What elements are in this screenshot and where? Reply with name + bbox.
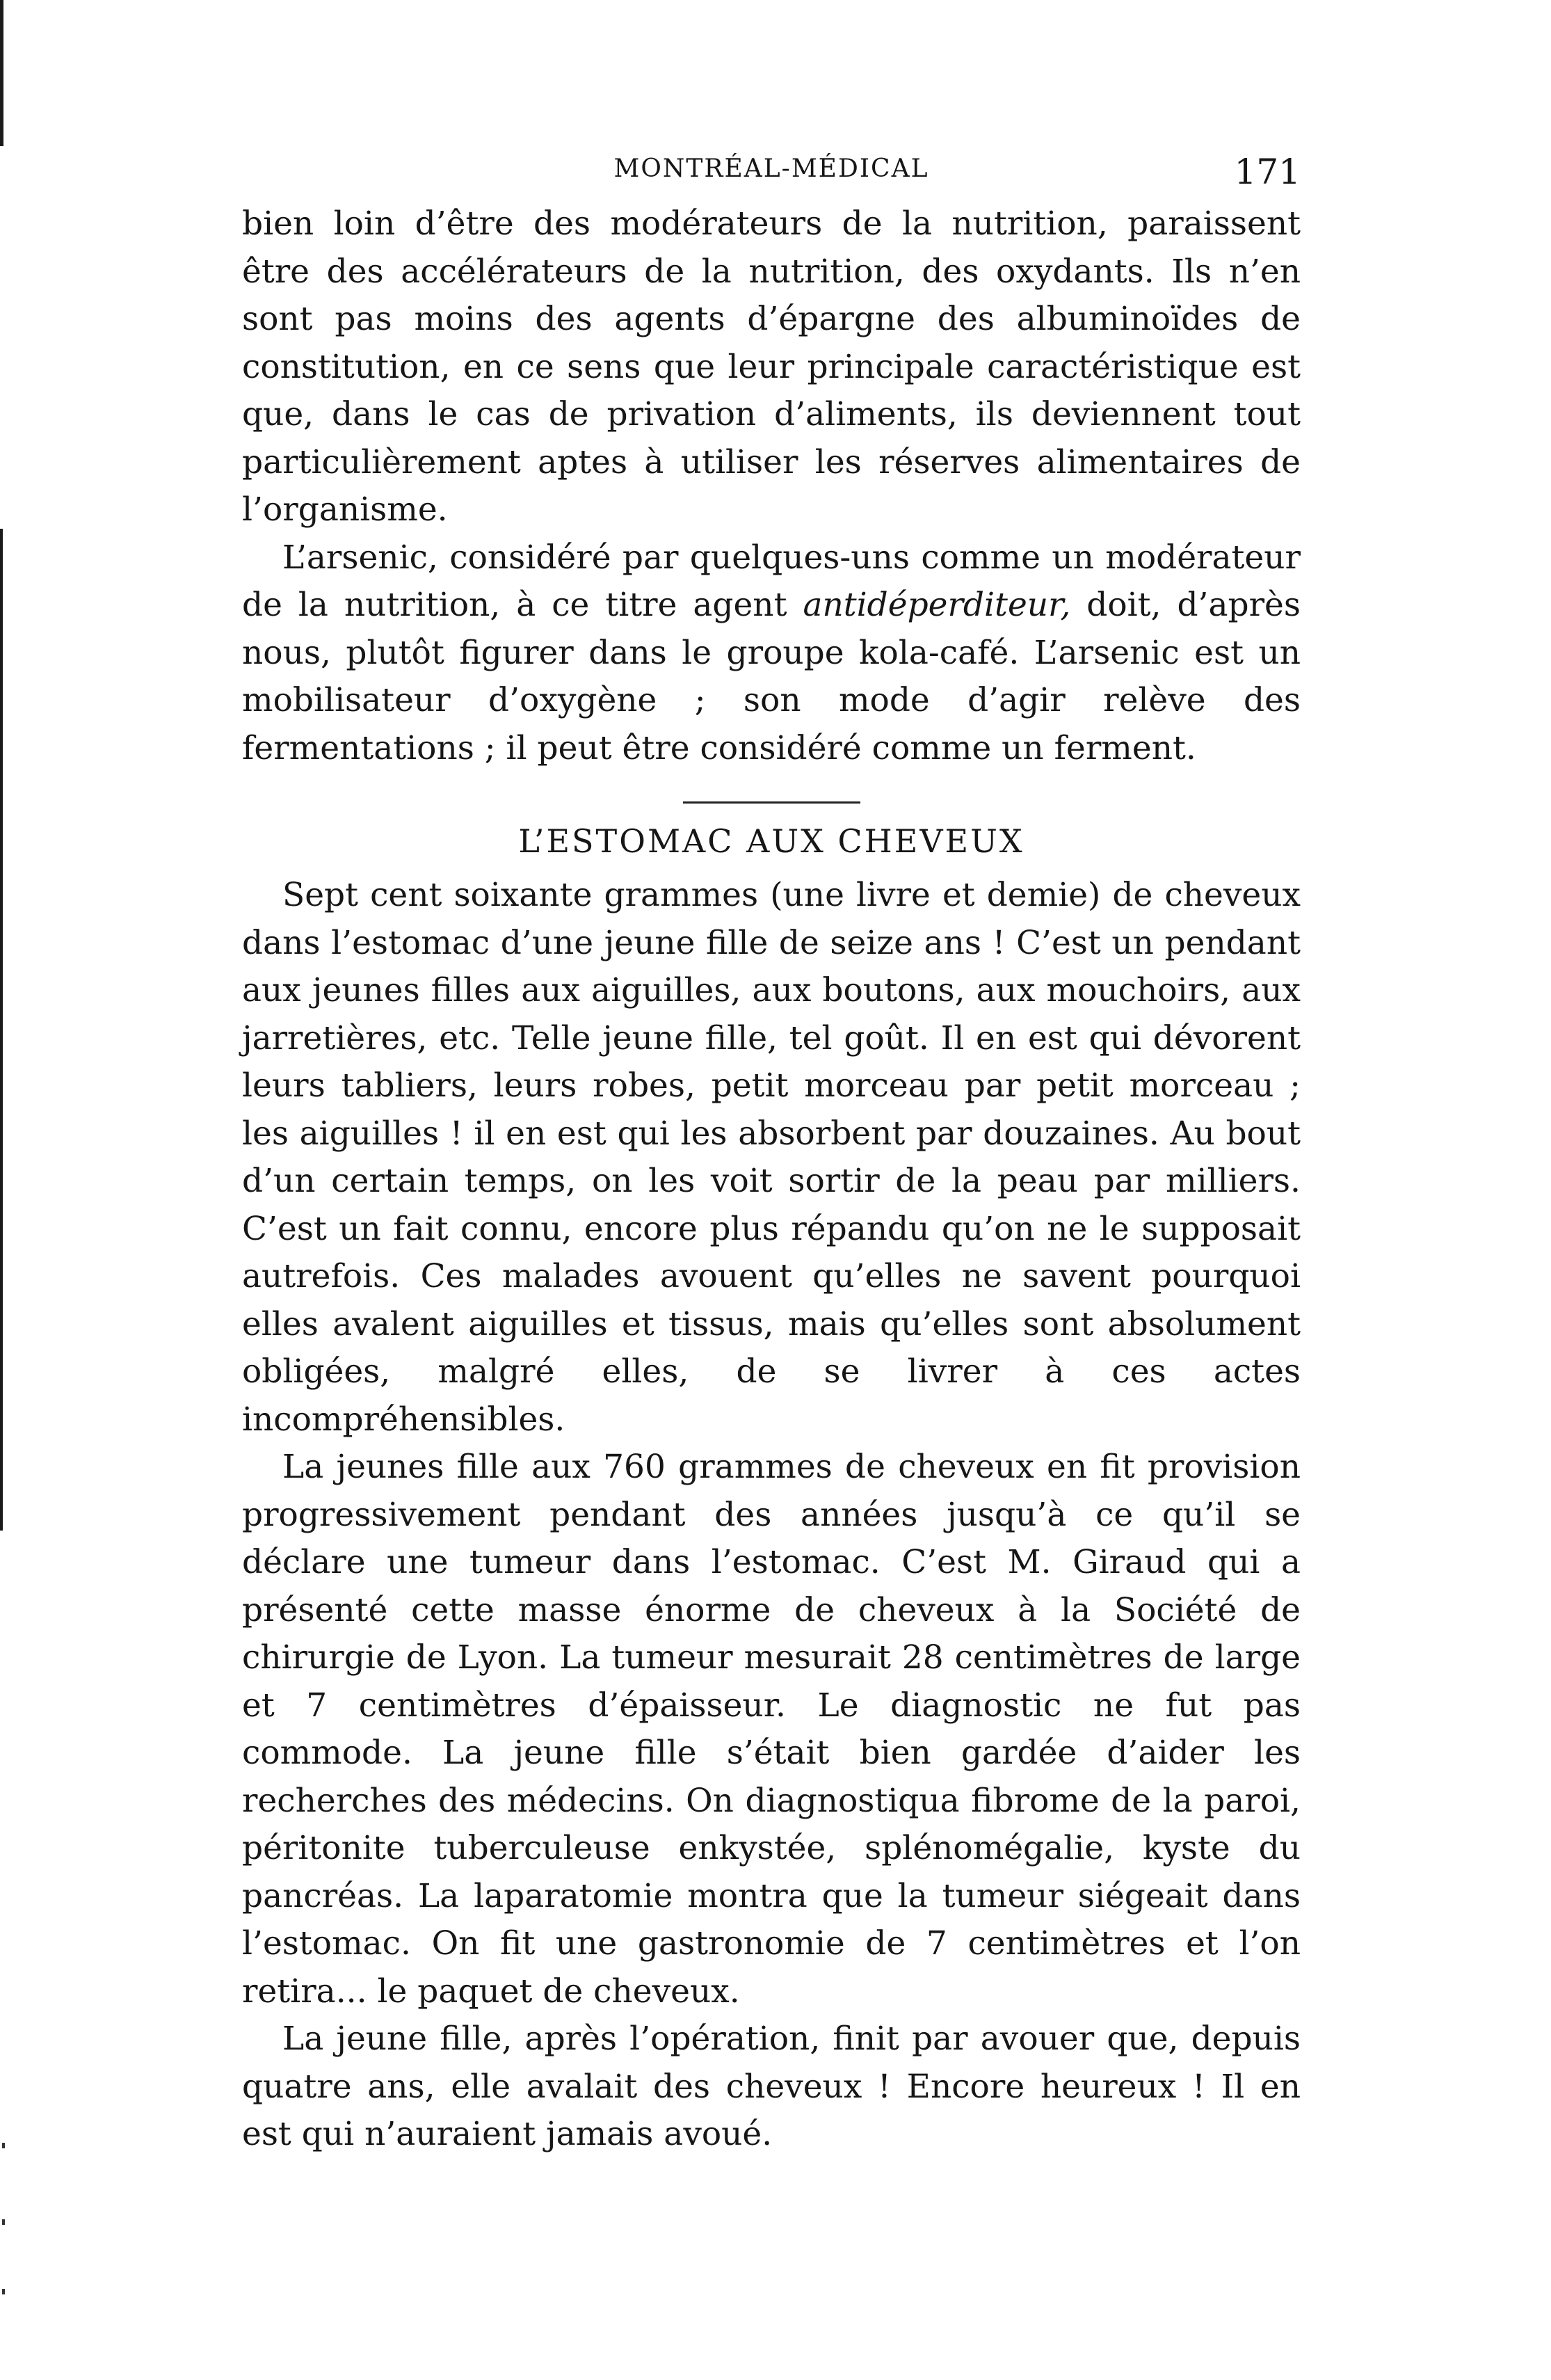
paragraph-continued: bien loin d’être des modérateurs de la nutrition, paraissent être des accélérateurs de la nutrition, des oxydants. Ils n’en sont pas moins des agents d’épargne des albuminoïdes de constitution, en ce sens que leur principale caractéristique est que, dans le cas de privation d’aliments, ils deviennent tout particulièrement aptes à utiliser les réserves alimentaires de l’organisme. — [242, 205, 1301, 529]
paragraph: La jeunes fille aux 760 grammes de cheveux en fit provision progressivement pendant des années jusqu’à ce qu’il se déclare une tumeur dans l’estomac. C’est M. Giraud qui a présenté cette masse énorme de cheveux à la Société de chirurgie de Lyon. La tumeur mesurait 28 centimètres de large et 7 centimètres d’épaisseur. Le diagnostic ne fut pas commode. La jeune fille s’était bien gardée d’aider les recherches des médecins. On diagnostiqua fibrome de la paroi, péritonite tuberculeuse enkystée, splénomégalie, kyste du pancréas. La laparatomie montra que la tumeur siégeait dans l’estomac. On fit une gastronomie de 7 centimètres et l’on retira... le paquet de cheveux. — [242, 1448, 1301, 2011]
paragraph-text: L’arsenic, considéré par quelques-uns comme un modérateur de la nutrition, à ce titre agent — [242, 538, 1301, 624]
page-number: 171 — [1234, 152, 1301, 192]
book-page — [242, 154, 1301, 2159]
paragraph-arsenic — [242, 534, 1301, 773]
journal-title: MONTRÉAL-MÉDICAL — [613, 154, 929, 183]
scan-border-mark-middle — [0, 529, 3, 1531]
scan-speck — [2, 2219, 5, 2225]
running-head — [242, 154, 1301, 196]
section-divider — [683, 801, 860, 804]
italic-term: antidéperditeur, — [803, 586, 1071, 624]
scan-border-mark-top — [0, 0, 3, 146]
scan-speck — [2, 2143, 5, 2148]
scan-speck — [2, 2289, 5, 2294]
paragraph-text: doit, d’après nous, plutôt figurer dans le groupe kola-café. L’arsenic est un mobilisateur d’oxygène ; son mode d’agir relève des fermentations ; il peut être considéré comme un ferment. — [242, 586, 1301, 767]
paragraph: La jeune fille, après l’opération, finit par avouer que, depuis quatre ans, elle avalait des cheveux ! Encore heureux ! Il en est qui n’auraient jamais avoué. — [242, 2020, 1301, 2153]
section-title: L’ESTOMAC AUX CHEVEUX — [518, 822, 1024, 860]
paragraph: Sept cent soixante grammes (une livre et demie) de cheveux dans l’estomac d’une jeune fille de seize ans ! C’est un pendant aux jeunes filles aux aiguilles, aux boutons, aux mouchoirs, aux jarretières, etc. Telle jeune fille, tel goût. Il en est qui dévorent leurs tabliers, leurs robes, petit morceau par petit morceau ; les aiguilles ! il en est qui les absorbent par douzaines. Au bout d’un certain temps, on les voit sortir de la peau par milliers. C’est un fait connu, encore plus répandu qu’on ne le supposait autrefois. Ces malades avouent qu’elles ne savent pourquoi elles avalent aiguilles et tissus, mais qu’elles sont absolument obligées, malgré elles, de se livrer à ces actes incompréhensibles. — [242, 876, 1301, 1439]
